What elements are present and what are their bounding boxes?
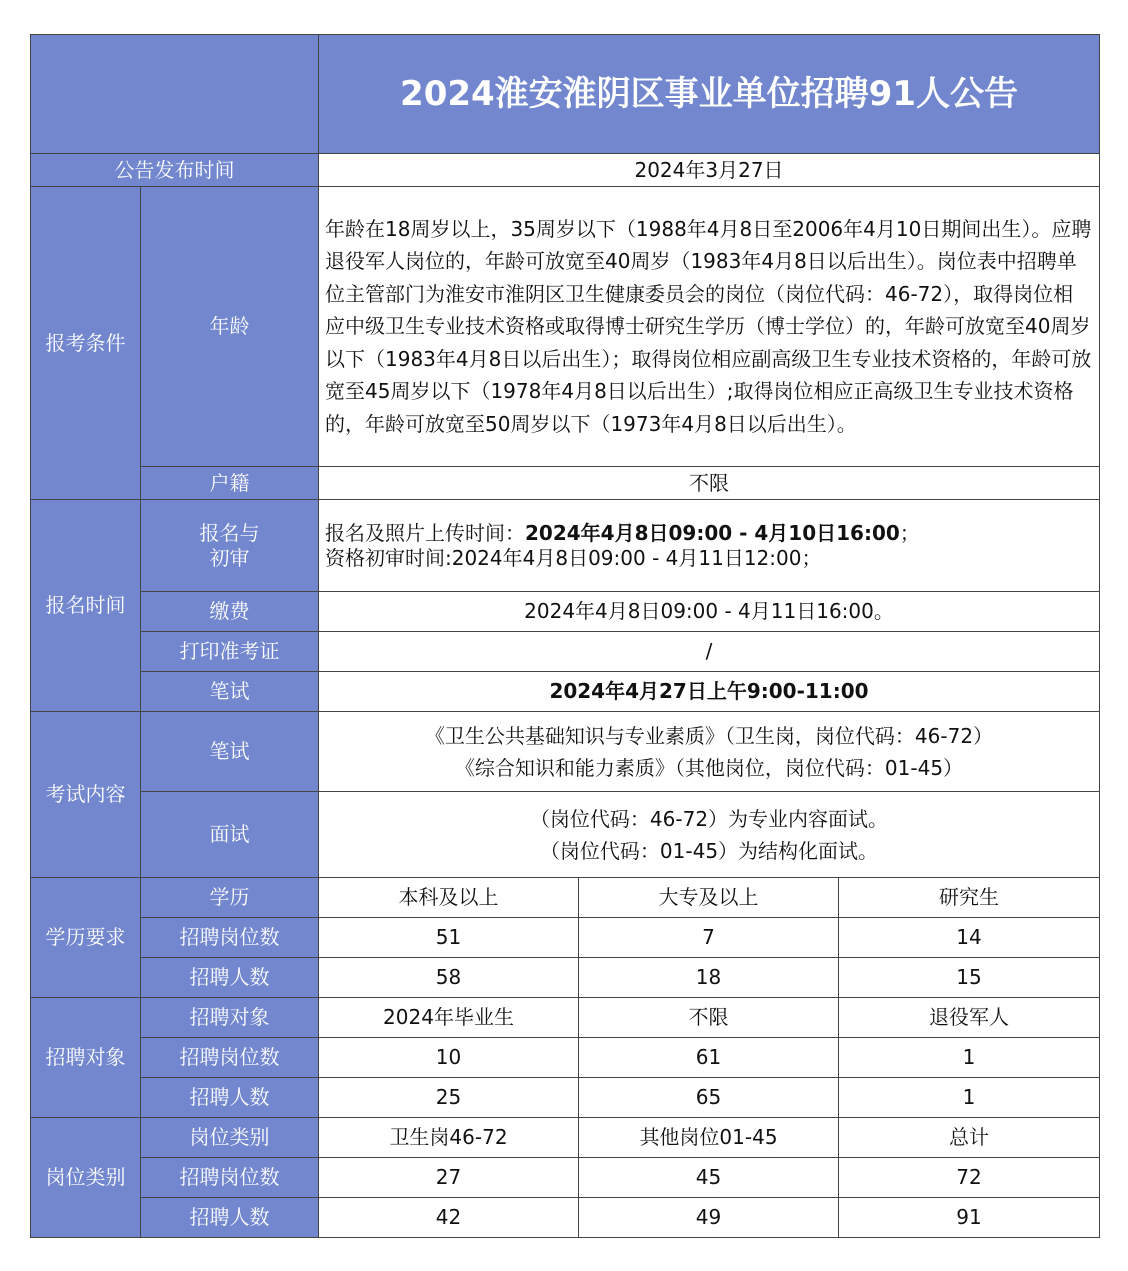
category-cell: 27 — [319, 1158, 579, 1198]
registration-prefix: 报名及照片上传时间： — [325, 520, 525, 545]
education-cell: 本科及以上 — [319, 878, 579, 918]
written-content-value — [319, 712, 1100, 792]
print-ticket-value: / — [319, 632, 1100, 672]
category-cell: 42 — [319, 1198, 579, 1238]
print-ticket-label: 打印准考证 — [141, 632, 319, 672]
written-content-line1: 《卫生公共基础知识与专业素质》（卫生岗，岗位代码：46-72） — [424, 723, 994, 748]
review-time: 资格初审时间:2024年4月8日09:00 - 4月11日12:00； — [325, 545, 822, 570]
conditions-label: 报考条件 — [31, 187, 141, 500]
target-cell: 不限 — [579, 998, 839, 1038]
category-label: 岗位类别 — [31, 1118, 141, 1238]
announce-label: 公告发布时间 — [31, 154, 319, 187]
title-corner — [31, 35, 319, 154]
target-cell: 退役军人 — [839, 998, 1100, 1038]
category-row-label: 招聘岗位数 — [141, 1158, 319, 1198]
schedule-label: 报名时间 — [31, 500, 141, 712]
education-row-label: 招聘人数 — [141, 958, 319, 998]
recruitment-table — [30, 34, 1100, 1238]
registration-label-line2: 初审 — [209, 545, 250, 570]
page-title: 2024淮安淮阴区事业单位招聘91人公告 — [319, 35, 1100, 154]
registration-suffix: ； — [899, 520, 920, 545]
education-row-label: 招聘岗位数 — [141, 918, 319, 958]
category-cell: 总计 — [839, 1118, 1100, 1158]
education-cell: 15 — [839, 958, 1100, 998]
education-cell: 研究生 — [839, 878, 1100, 918]
registration-label-line1: 报名与 — [199, 520, 260, 545]
written-exam-time-label: 笔试 — [141, 672, 319, 712]
written-content-line2: 《综合知识和能力素质》（其他岗位，岗位代码：01-45） — [454, 755, 964, 780]
target-cell: 10 — [319, 1038, 579, 1078]
target-label: 招聘对象 — [31, 998, 141, 1118]
announce-value: 2024年3月27日 — [319, 154, 1100, 187]
category-cell: 49 — [579, 1198, 839, 1238]
target-row-label: 招聘对象 — [141, 998, 319, 1038]
education-cell: 14 — [839, 918, 1100, 958]
education-cell: 7 — [579, 918, 839, 958]
written-content-label: 笔试 — [141, 712, 319, 792]
registration-label — [141, 500, 319, 592]
content-label: 考试内容 — [31, 712, 141, 878]
education-cell: 51 — [319, 918, 579, 958]
education-cell: 58 — [319, 958, 579, 998]
target-cell: 1 — [839, 1078, 1100, 1118]
category-cell: 91 — [839, 1198, 1100, 1238]
written-exam-time-value: 2024年4月27日上午9:00-11:00 — [319, 672, 1100, 712]
interview-value — [319, 792, 1100, 878]
education-cell: 18 — [579, 958, 839, 998]
category-cell: 45 — [579, 1158, 839, 1198]
registration-time: 2024年4月8日09:00 - 4月10日16:00 — [525, 520, 900, 545]
education-label: 学历要求 — [31, 878, 141, 998]
age-text: 年龄在18周岁以上，35周岁以下（1988年4月8日至2006年4月10日期间出生）。应聘退役军人岗位的，年龄可放宽至40周岁（1983年4月8日以后出生）。岗位表中招聘单位主管部门为淮安市淮阴区卫生健康委员会的岗位（岗位代码：46-72），取得岗位相应中级卫生专业技术资格或取得博士研究生学历（博士学位）的，年龄可放宽至40周岁以下（1983年4月8日以后出生）；取得岗位相应副高级卫生专业技术资格的，年龄可放宽至45周岁以下（1978年4月8日以后出生）;取得岗位相应正高级卫生专业技术资格的，年龄可放宽至50周岁以下（1973年4月8日以后出生）。 — [319, 187, 1100, 467]
category-row-label: 岗位类别 — [141, 1118, 319, 1158]
interview-line1: （岗位代码：46-72）为专业内容面试。 — [529, 806, 889, 831]
hukou-value: 不限 — [319, 467, 1100, 500]
interview-label: 面试 — [141, 792, 319, 878]
target-cell: 65 — [579, 1078, 839, 1118]
target-cell: 25 — [319, 1078, 579, 1118]
interview-line2: （岗位代码：01-45）为结构化面试。 — [539, 838, 879, 863]
category-cell: 卫生岗46-72 — [319, 1118, 579, 1158]
target-row-label: 招聘人数 — [141, 1078, 319, 1118]
hukou-label: 户籍 — [141, 467, 319, 500]
education-cell: 大专及以上 — [579, 878, 839, 918]
target-cell: 2024年毕业生 — [319, 998, 579, 1038]
fee-value: 2024年4月8日09:00 - 4月11日16:00。 — [319, 592, 1100, 632]
target-cell: 61 — [579, 1038, 839, 1078]
fee-label: 缴费 — [141, 592, 319, 632]
target-cell: 1 — [839, 1038, 1100, 1078]
target-row-label: 招聘岗位数 — [141, 1038, 319, 1078]
registration-value — [319, 500, 1100, 592]
age-label: 年龄 — [141, 187, 319, 467]
category-cell: 72 — [839, 1158, 1100, 1198]
education-row-label: 学历 — [141, 878, 319, 918]
category-cell: 其他岗位01-45 — [579, 1118, 839, 1158]
category-row-label: 招聘人数 — [141, 1198, 319, 1238]
